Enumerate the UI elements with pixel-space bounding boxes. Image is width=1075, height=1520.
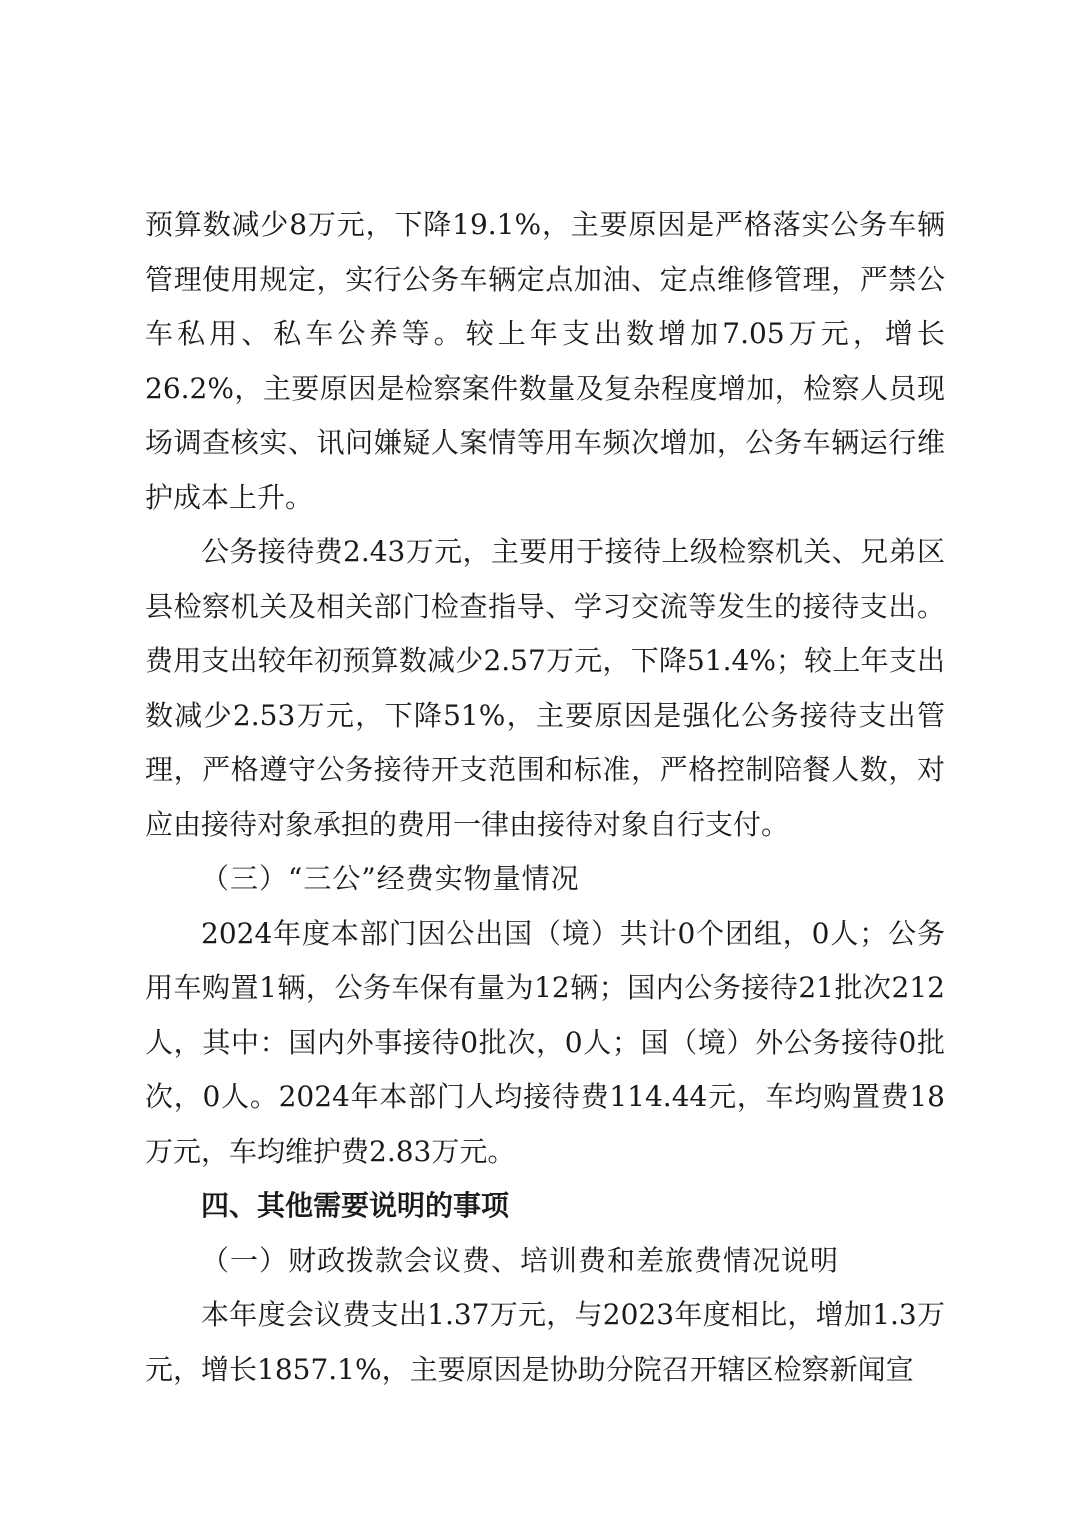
paragraph-meeting-expense: 本年度会议费支出1.37万元，与2023年度相比，增加1.3万元，增长1857.1%，主要原因是协助分院召开辖区检察新闻宣 — [145, 1298, 945, 1386]
paragraph-physical-quantities: 2024年度本部门因公出国（境）共计0个团组，0人；公务用车购置1辆，公务车保有量为12辆；国内公务接待21批次212人，其中：国内外事接待0批次，0人；国（境）外公务接待0批次，0人。2024年本部门人均接待费114.44元，车均购置费18万元，车均维护费2.83万元。 — [145, 916, 945, 1168]
subheading-physical-quantities: （三）“三公”经费实物量情况 — [201, 862, 580, 895]
section-heading-other-matters: 四、其他需要说明的事项 — [201, 1189, 510, 1222]
document-body — [145, 198, 945, 1397]
paragraph-vehicle-cost-continued: 预算数减少8万元，下降19.1%，主要原因是严格落实公务车辆管理使用规定，实行公务车辆定点加油、定点维修管理，严禁公车私用、私车公养等。较上年支出数增加7.05万元，增长26.2%，主要原因是检察案件数量及复杂程度增加，检察人员现场调查核实、讯问嫌疑人案情等用车频次增加，公务车辆运行维护成本上升。 — [145, 208, 945, 514]
subheading-meeting-training-travel: （一）财政拨款会议费、培训费和差旅费情况说明 — [201, 1243, 840, 1277]
paragraph-reception-expense: 公务接待费2.43万元，主要用于接待上级检察机关、兄弟区县检察机关及相关部门检查指导、学习交流等发生的接待支出。费用支出较年初预算数减少2.57万元，下降51.4%；较上年支出数减少2.53万元，下降51%，主要原因是强化公务接待支出管理，严格遵守公务接待开支范围和标准，严格控制陪餐人数，对应由接待对象承担的费用一律由接待对象自行支付。 — [145, 535, 945, 841]
